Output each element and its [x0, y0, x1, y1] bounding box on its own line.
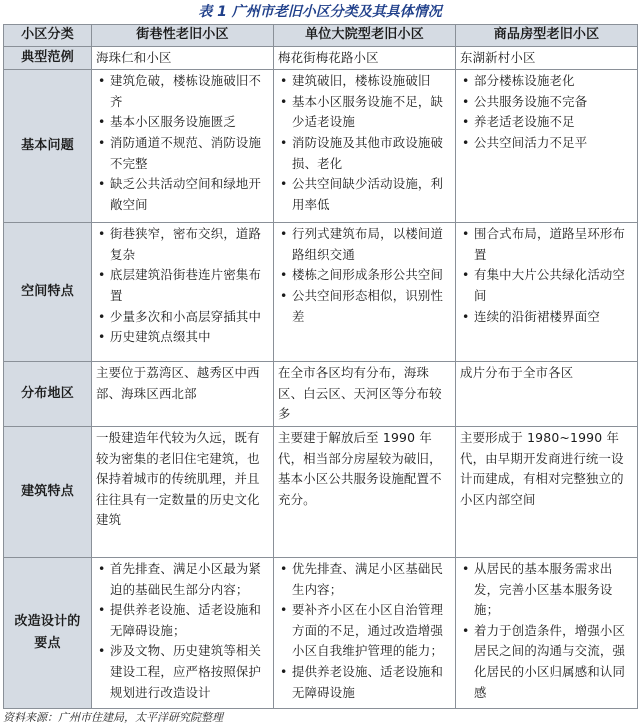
list-item: • 缺乏公共活动空间和绿地开敞空间	[96, 174, 269, 215]
list-item: • 街巷狭窄，密布交织，道路复杂	[96, 224, 269, 265]
header-row	[4, 25, 638, 47]
bullet-list	[278, 71, 451, 215]
table-cell: 主要位于荔湾区、越秀区中西部、海珠区西北部	[92, 362, 274, 427]
row-label: 基本问题	[4, 70, 92, 223]
list-item: • 基本小区服务设施匮乏	[96, 112, 269, 133]
list-item: • 围合式布局，道路呈环形布置	[460, 224, 633, 265]
list-item: • 历史建筑点缀其中	[96, 327, 269, 348]
table-row	[4, 557, 638, 708]
table-cell	[92, 557, 274, 708]
list-item: • 建筑破旧，楼栋设施破旧	[278, 71, 451, 92]
row-label: 典型范例	[4, 46, 92, 70]
table-cell	[274, 557, 456, 708]
list-item: • 连续的沿街裙楼界面空	[460, 307, 633, 328]
bullet-list	[278, 224, 451, 327]
list-item: • 公共空间形态相似，识别性差	[278, 286, 451, 327]
table-cell	[92, 223, 274, 362]
list-item: • 从居民的基本服务需求出发，完善小区基本服务设施；	[460, 559, 633, 621]
list-item: • 有集中大片公共绿化活动空间	[460, 265, 633, 306]
table-row	[4, 70, 638, 223]
list-item: • 养老适老设施不足	[460, 112, 633, 133]
list-item: • 提供养老设施、适老设施和无障碍设施	[278, 662, 451, 703]
list-item: • 涉及文物、历史建筑等相关建设工程，应严格按照保护规划进行改造设计	[96, 641, 269, 703]
list-item: • 建筑危破，楼栋设施破旧不齐	[96, 71, 269, 112]
list-item: • 基本小区服务设施不足，缺少适老设施	[278, 92, 451, 133]
bullet-list	[460, 224, 633, 327]
bullet-list	[278, 559, 451, 703]
bullet-list	[460, 71, 633, 153]
table-row	[4, 223, 638, 362]
table-title: 表 1 广州市老旧小区分类及其具体情况	[198, 4, 442, 20]
table-cell	[456, 223, 638, 362]
bullet-list	[96, 224, 269, 348]
list-item: • 底层建筑沿街巷连片密集布置	[96, 265, 269, 306]
list-item: • 首先排查、满足小区最为紧迫的基础民生部分内容；	[96, 559, 269, 600]
table-cell: 主要建于解放后至 1990 年代，相当部分房屋较为破旧，基本小区公共服务设施配置不充分。	[274, 426, 456, 557]
table-cell: 梅花街梅花路小区	[274, 46, 456, 70]
bullet-list	[96, 559, 269, 703]
table-cell: 在全市各区均有分布，海珠区、白云区、天河区等分布较多	[274, 362, 456, 427]
list-item: • 公共空间缺少活动设施，利用率低	[278, 174, 451, 215]
row-label: 改造设计的要点	[4, 557, 92, 708]
table-row	[4, 362, 638, 427]
header-compound-type: 单位大院型老旧小区	[274, 25, 456, 47]
list-item: • 提供养老设施、适老设施和无障碍设施；	[96, 600, 269, 641]
list-item: • 少量多次和小高层穿插其中	[96, 307, 269, 328]
bullet-list	[96, 71, 269, 215]
row-label: 建筑特点	[4, 426, 92, 557]
header-commercial-type: 商品房型老旧小区	[456, 25, 638, 47]
list-item: • 公共空间活力不足平	[460, 133, 633, 154]
list-item: • 部分楼栋设施老化	[460, 71, 633, 92]
bullet-list	[460, 559, 633, 703]
list-item: • 消防设施及其他市政设施破损、老化	[278, 133, 451, 174]
list-item: • 要补齐小区在小区自治管理方面的不足，通过改造增强小区自我维护管理的能力；	[278, 600, 451, 662]
table-cell: 海珠仁和小区	[92, 46, 274, 70]
table-cell: 东湖新村小区	[456, 46, 638, 70]
list-item: • 消防通道不规范、消防设施不完整	[96, 133, 269, 174]
classification-table	[3, 24, 638, 709]
header-street-type: 街巷性老旧小区	[92, 25, 274, 47]
list-item: • 楼栋之间形成条形公共空间	[278, 265, 451, 286]
table-cell: 成片分布于全市各区	[456, 362, 638, 427]
table-row	[4, 426, 638, 557]
table-cell	[274, 70, 456, 223]
list-item: • 行列式建筑布局，以楼间道路组织交通	[278, 224, 451, 265]
table-cell	[274, 223, 456, 362]
list-item: • 着力于创造条件，增强小区居民之间的沟通与交流，强化居民的小区归属感和认同感	[460, 621, 633, 703]
table-cell	[456, 70, 638, 223]
table-cell: 一般建造年代较为久远，既有较为密集的老旧住宅建筑，也保持着城市的传统肌理，并且往往具有一定数量的历史文化建筑	[92, 426, 274, 557]
table-cell	[92, 70, 274, 223]
row-label: 空间特点	[4, 223, 92, 362]
table-cell	[456, 557, 638, 708]
list-item: • 优先排查、满足小区基础民生内容；	[278, 559, 451, 600]
list-item: • 公共服务设施不完备	[460, 92, 633, 113]
table-cell: 主要形成于 1980~1990 年代，由早期开发商进行统一设计而建成，有相对完整独立的小区内部空间	[456, 426, 638, 557]
header-category: 小区分类	[4, 25, 92, 47]
source-note: 资料来源：广州市住建局，太平洋研究院整理	[3, 710, 223, 724]
table-row	[4, 46, 638, 70]
row-label: 分布地区	[4, 362, 92, 427]
